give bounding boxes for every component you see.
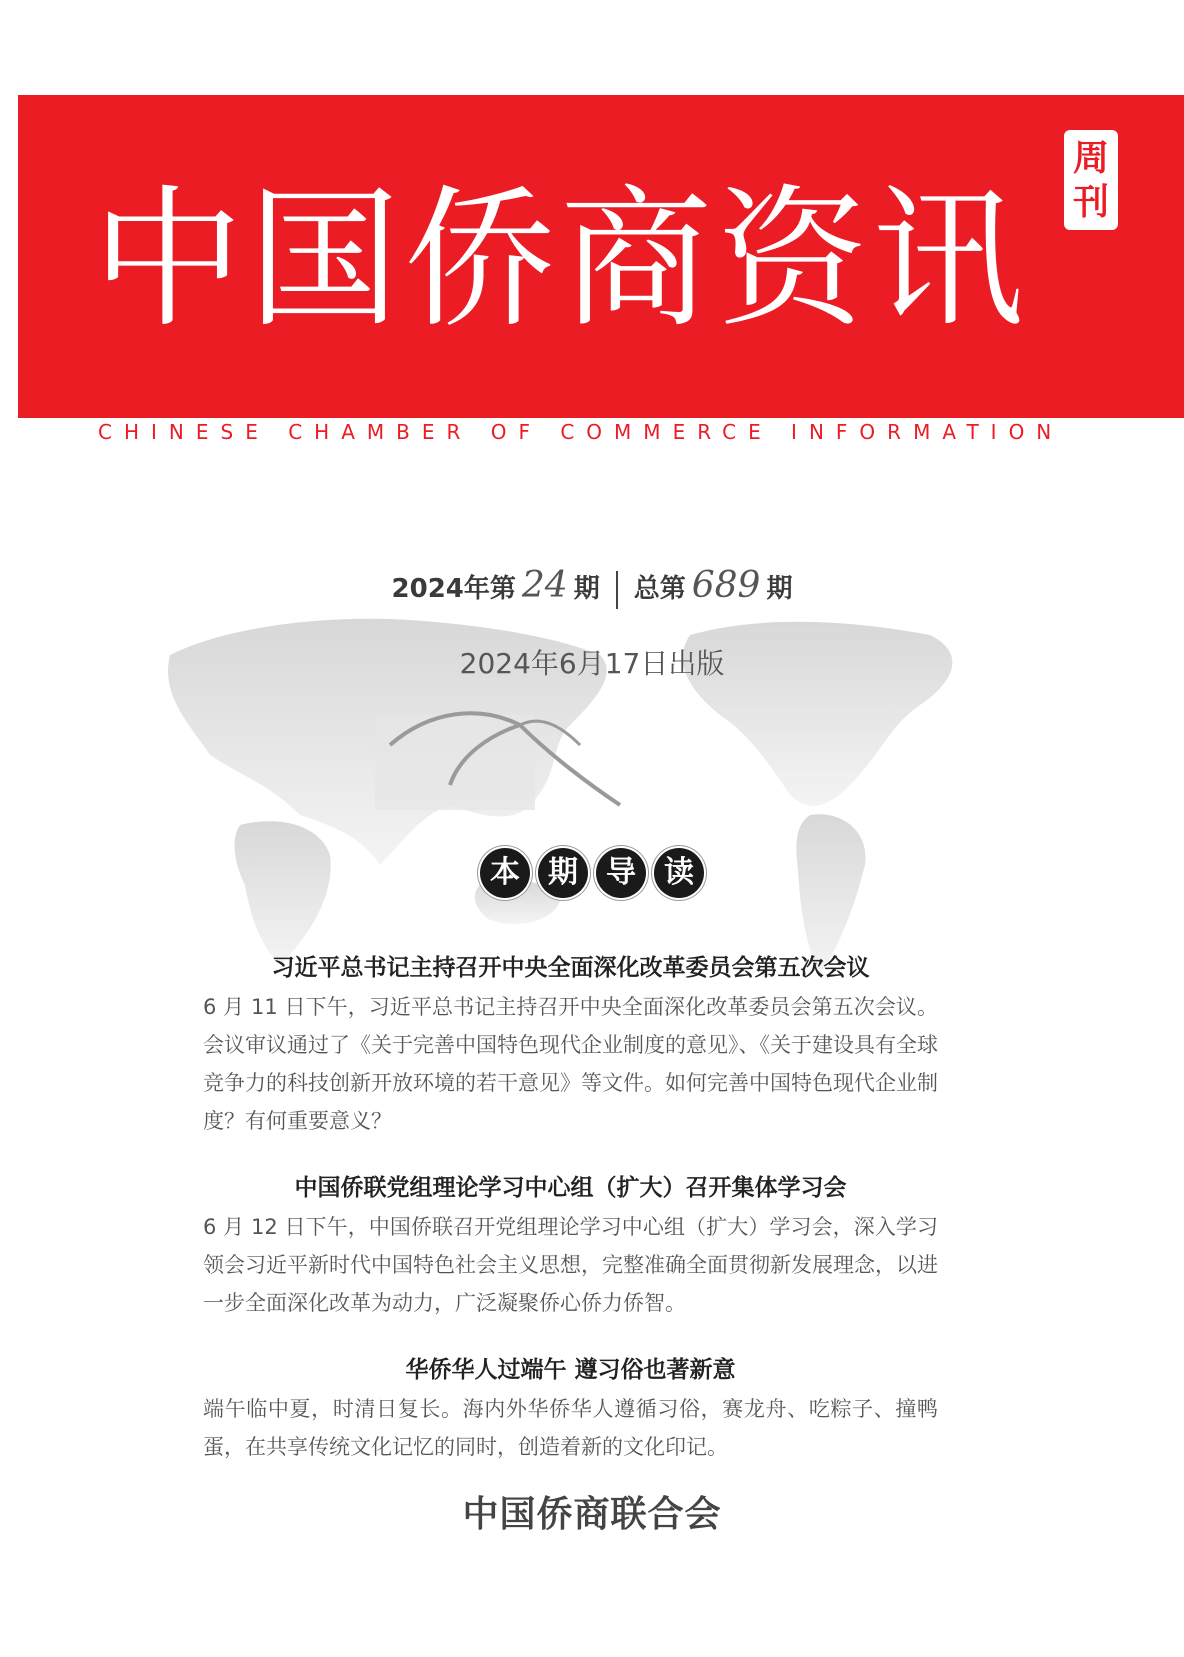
masthead-title: 中国侨商资讯 xyxy=(92,171,1028,348)
article-title[interactable]: 中国侨联党组理论学习中心组（扩大）召开集体学习会 xyxy=(294,1175,847,1201)
article-3 xyxy=(203,1352,938,1466)
publisher-name: 中国侨商联合会 xyxy=(462,1494,722,1535)
masthead-english-title: CHINESE CHAMBER OF COMMERCE INFORMATION xyxy=(98,420,1064,444)
weekly-seal-char-1: 周 xyxy=(1072,137,1109,179)
guide-char: 读 xyxy=(654,848,704,898)
issue-total-suffix: 期 xyxy=(766,574,793,604)
issue-total-number: 689 xyxy=(691,565,761,606)
issue-total-label: 总第 xyxy=(633,574,686,604)
guide-char: 导 xyxy=(596,848,646,898)
article-title[interactable]: 华侨华人过端午 遵习俗也著新意 xyxy=(405,1357,736,1383)
guide-char: 本 xyxy=(480,848,530,898)
article-title[interactable]: 习近平总书记主持召开中央全面深化改革委员会第五次会议 xyxy=(271,955,870,981)
publication-date: 2024年6月17日出版 xyxy=(459,647,725,680)
issue-separator xyxy=(616,571,618,609)
issue-year-label: 2024年第 xyxy=(391,574,516,604)
issue-suffix: 期 xyxy=(573,574,600,604)
article-1 xyxy=(203,950,938,1140)
guide-heading xyxy=(0,848,1184,898)
article-summary: 6 月 12 日下午，中国侨联召开党组理论学习中心组（扩大）学习会，深入学习领会习近平新时代中国特色社会主义思想，完整准确全面贯彻新发展理念，以进一步全面深化改革为动力，广泛凝聚侨心侨力侨智。 xyxy=(203,1215,938,1315)
article-2 xyxy=(203,1170,938,1322)
issue-number: 24 xyxy=(521,565,568,606)
article-summary: 6 月 11 日下午，习近平总书记主持召开中央全面深化改革委员会第五次会议。会议审议通过了《关于完善中国特色现代企业制度的意见》、《关于建设具有全球竞争力的科技创新开放环境的若干意见》等文件。如何完善中国特色现代企业制度？有何重要意义？ xyxy=(203,995,938,1133)
issue-line xyxy=(0,565,1184,609)
guide-char: 期 xyxy=(538,848,588,898)
weekly-seal xyxy=(1064,130,1118,230)
weekly-seal-char-2: 刊 xyxy=(1072,181,1109,223)
article-summary: 端午临中夏，时清日复长。海内外华侨华人遵循习俗，赛龙舟、吃粽子、撞鸭蛋，在共享传统文化记忆的同时，创造着新的文化印记。 xyxy=(203,1397,938,1459)
